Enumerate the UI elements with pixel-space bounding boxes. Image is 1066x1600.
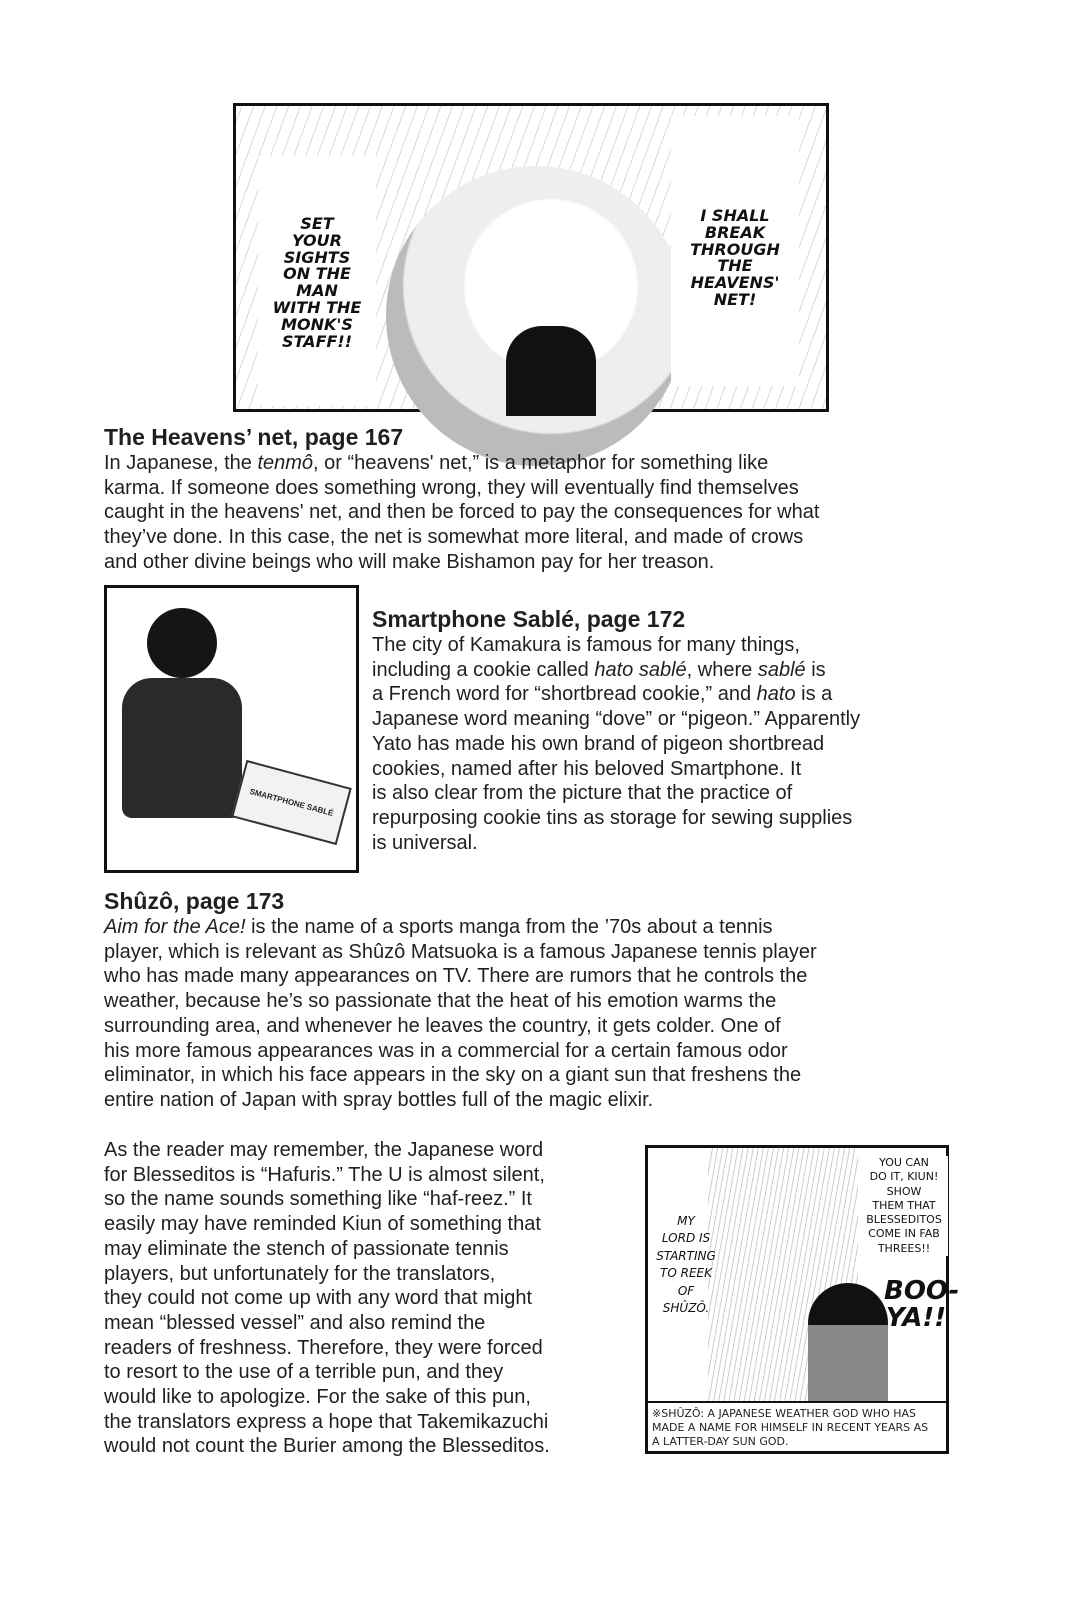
text-segment: a French word for “shortbread cookie,” and <box>372 683 757 706</box>
text-line: and other divine beings who will make Bishamon pay for her treason. <box>104 550 715 573</box>
bubble-line: SHOW <box>886 1184 922 1198</box>
bubble-line: THROUGH <box>690 239 780 259</box>
text-line: they could not come up with any word that might <box>104 1287 533 1310</box>
sfx-line: BOO- <box>884 1276 960 1306</box>
caption-line: A LATTER-DAY SUN GOD. <box>652 1435 789 1448</box>
note-body-shuzo <box>104 915 817 1113</box>
text-line: his more famous appearances was in a commercial for a certain famous odor <box>104 1039 788 1062</box>
text-line: caught in the heavens' net, and then be forced to pay the consequences for what <box>104 501 820 524</box>
text-line <box>372 682 860 707</box>
text-line: repurposing cookie tins as storage for sewing supplies <box>372 806 853 829</box>
italic-term: Aim for the Ace! <box>104 916 246 938</box>
bubble-line: YOU CAN <box>879 1156 929 1169</box>
text-line: to resort to the use of a terrible pun, and they <box>104 1361 504 1384</box>
text-line: player, which is relevant as Shûzô Matsuoka is a famous Japanese tennis player <box>104 940 817 963</box>
bubble-line: SET <box>300 214 334 233</box>
text-line <box>372 658 860 683</box>
panel-caption <box>648 1401 946 1451</box>
text-line: easily may have reminded Kiun of something that <box>104 1213 541 1236</box>
manga-panel-heavens-net <box>233 103 829 412</box>
speech-bubble-left <box>258 156 376 406</box>
text-segment: including a cookie called <box>372 658 595 681</box>
bubble-line: OF <box>677 1283 695 1298</box>
bubble-line: WITH THE <box>272 297 362 317</box>
speech-bubble-right <box>860 1156 948 1256</box>
text-line: entire nation of Japan with spray bottles full of the magic elixir. <box>104 1088 654 1111</box>
bubble-line: SIGHTS <box>283 247 351 267</box>
bubble-line: BREAK <box>704 222 766 242</box>
note-heading-shuzo: Shûzô, page 173 <box>104 888 285 914</box>
text-line: As the reader may remember, the Japanese word <box>104 1139 544 1161</box>
text-line: Japanese word meaning “dove” or “pigeon.” Apparently <box>372 708 861 731</box>
speech-bubble-left <box>656 1213 716 1317</box>
bubble-line: I SHALL <box>700 206 770 225</box>
text-line: is also clear from the picture that the practice of <box>372 782 793 805</box>
text-line: Yato has made his own brand of pigeon shortbread <box>372 732 825 755</box>
italic-term: hato sablé <box>594 658 687 681</box>
character-body-art <box>122 678 242 818</box>
text-segment: In Japanese, the <box>104 452 258 474</box>
bubble-line: TO REEK <box>660 1266 712 1281</box>
bubble-line: MONK'S <box>281 314 353 334</box>
text-line: eliminator, in which his face appears in the sky on a giant sun that freshens the <box>104 1064 802 1087</box>
text-line: would not count the Burier among the Blesseditos. <box>104 1435 550 1458</box>
bubble-line: MAN <box>296 281 338 301</box>
text-line: they’ve done. In this case, the net is somewhat more literal, and made of crows <box>104 526 804 549</box>
bubble-line: THREES!! <box>877 1241 931 1255</box>
open-mouth-art <box>506 326 596 416</box>
italic-term: tenmô <box>257 452 314 474</box>
note-body-smartphone-sable <box>372 633 860 855</box>
speech-bubble-right <box>671 116 799 386</box>
bubble-line: COME IN FAB <box>868 1227 940 1241</box>
note-heading-heavens-net: The Heavens’ net, page 167 <box>104 424 404 450</box>
bubble-line: NET! <box>713 289 757 309</box>
italic-term: hato <box>756 683 796 706</box>
bubble-line: DO IT, KIUN! <box>869 1170 939 1184</box>
bubble-line: THE <box>717 256 753 276</box>
cookie-tin-label: SMARTPHONE SABLÉ <box>248 786 335 819</box>
text-segment: is a <box>795 683 833 706</box>
text-line: weather, because he’s so passionate that the heat of his emotion warms the <box>104 990 777 1013</box>
text-segment: , or “heavens' net,” is a metaphor for something like <box>313 452 769 474</box>
text-line: surrounding area, and whenever he leaves the country, it gets colder. One of <box>104 1014 781 1037</box>
text-segment: , where <box>686 658 758 681</box>
bubble-line: LORD IS <box>661 1231 711 1246</box>
text-line: so the name sounds something like “haf-reez.” It <box>104 1188 532 1211</box>
text-line: The city of Kamakura is famous for many things, <box>372 634 800 656</box>
text-line: for Blesseditos is “Hafuris.” The U is almost silent, <box>104 1163 545 1186</box>
note-body-blesseditos <box>104 1138 550 1459</box>
text-line: players, but unfortunately for the translators, <box>104 1262 496 1285</box>
note-heading-smartphone-sable: Smartphone Sablé, page 172 <box>372 606 686 632</box>
text-line: is universal. <box>372 831 478 854</box>
italic-term: sablé <box>757 658 806 681</box>
sfx-line: YA!! <box>885 1303 947 1334</box>
text-segment: is the name of a sports manga from the ’70s about a tennis <box>245 916 773 938</box>
bubble-line: THEM THAT <box>872 1198 936 1212</box>
text-line: readers of freshness. Therefore, they were forced <box>104 1336 543 1359</box>
character-takemikazuchi-art <box>808 1283 888 1403</box>
bubble-line: SHÛZÔ. <box>662 1300 710 1315</box>
text-line: who has made many appearances on TV. There are rumors that he controls the <box>104 965 808 988</box>
text-line <box>104 451 819 476</box>
caption-line: ※SHÛZÔ: A JAPANESE WEATHER GOD WHO HAS <box>652 1407 916 1420</box>
caption-line: MADE A NAME FOR HIMSELF IN RECENT YEARS AS <box>652 1421 929 1434</box>
text-line: the translators express a hope that Takemikazuchi <box>104 1410 549 1433</box>
bubble-line: STAFF!! <box>281 331 353 351</box>
character-hair-art <box>147 608 217 678</box>
manga-panel-shuzo <box>645 1145 960 1454</box>
text-line: karma. If someone does something wrong, they will eventually find themselves <box>104 476 799 499</box>
text-line: may eliminate the stench of passionate tennis <box>104 1237 509 1260</box>
cookie-tin <box>231 760 352 845</box>
text-line: mean “blessed vessel” and also remind the <box>104 1311 486 1334</box>
bubble-line: ON THE <box>283 264 351 284</box>
character-face-art <box>386 166 686 466</box>
bubble-line: MY <box>677 1214 695 1228</box>
manga-panel-smartphone-sable <box>104 585 359 873</box>
bubble-line: HEAVENS' <box>690 273 780 293</box>
note-body-heavens-net <box>104 451 819 575</box>
bubble-line: BLESSEDITOS <box>866 1213 942 1227</box>
text-line <box>104 915 817 940</box>
sound-effect-booya <box>884 1276 960 1334</box>
text-line: cookies, named after his beloved Smartphone. It <box>372 757 802 780</box>
bubble-line: STARTING <box>656 1248 716 1263</box>
text-line: would like to apologize. For the sake of this pun, <box>104 1386 531 1409</box>
bubble-line: YOUR <box>292 230 342 250</box>
text-segment: is <box>805 658 826 681</box>
